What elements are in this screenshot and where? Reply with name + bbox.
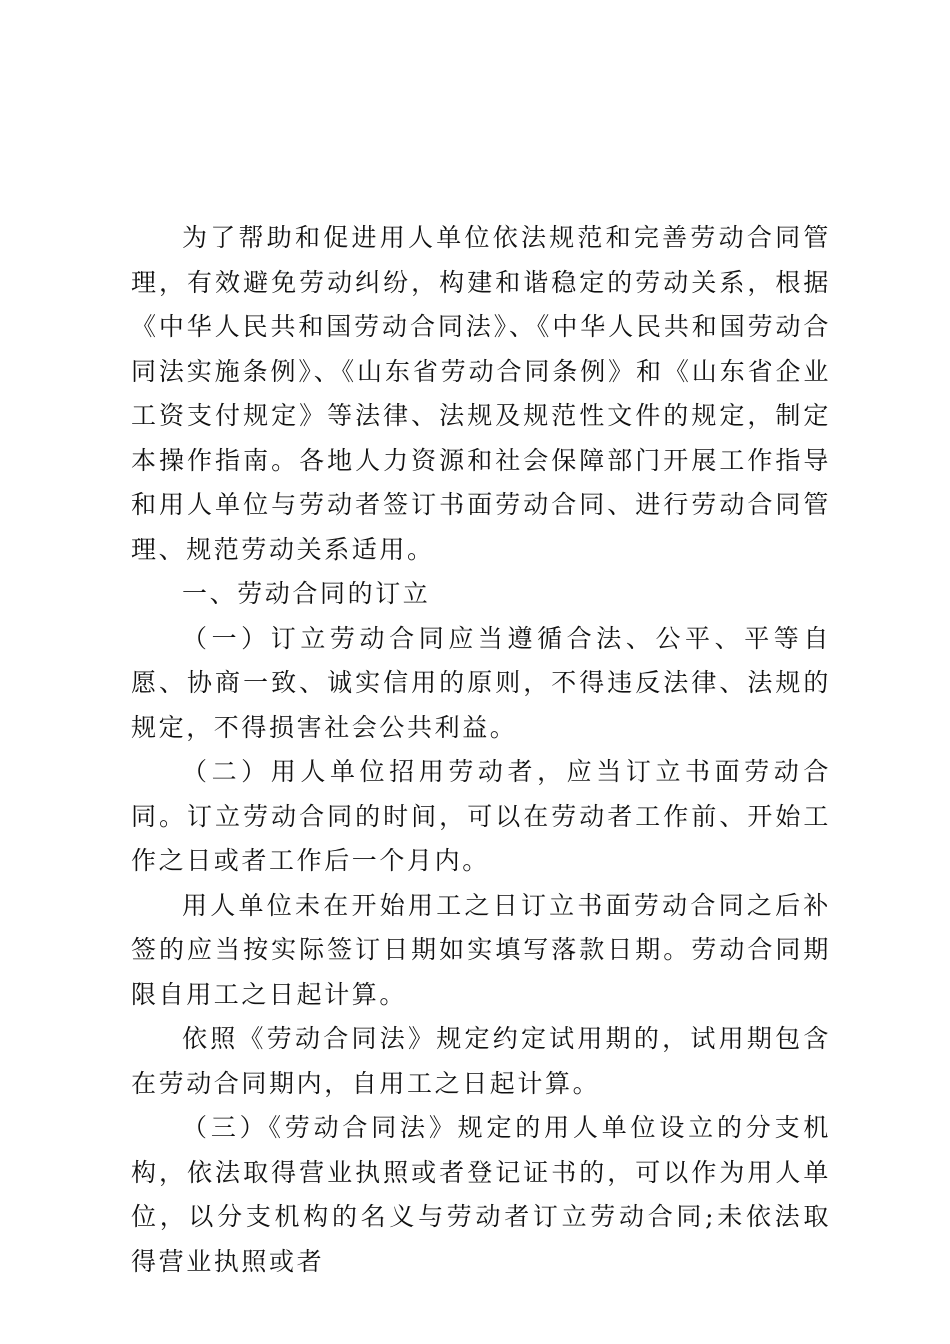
document-body [131,216,831,1284]
section-heading: 一、劳动合同的订立 [182,579,431,608]
paragraph-4: 依照《劳动合同法》规定约定试用期的，试用期包含在劳动合同期内，自用工之日起计算。 [131,1024,831,1098]
paragraph-2: （二）用人单位招用劳动者，应当订立书面劳动合同。订立劳动合同的时间，可以在劳动者工作前、开始工作之日或者工作后一个月内。 [131,757,831,875]
paragraph-1: （一）订立劳动合同应当遵循合法、公平、平等自愿、协商一致、诚实信用的原则，不得违反法律、法规的规定，不得损害社会公共利益。 [131,623,831,742]
intro-paragraph: 为了帮助和促进用人单位依法规范和完善劳动合同管理，有效避免劳动纠纷，构建和谐稳定的劳动关系，根据《中华人民共和国劳动合同法》、《中华人民共和国劳动合同法实施条例》、《山东省劳动合同条例》和《山东省企业工资支付规定》等法律、法规及规范性文件的规定，制定本操作指南。各地人力资源和社会保障部门开展工作指导和用人单位与劳动者签订书面劳动合同、进行劳动合同管理、规范劳动关系适用。 [131,223,831,564]
paragraph-5: （三）《劳动合同法》规定的用人单位设立的分支机构，依法取得营业执照或者登记证书的，可以作为用人单位，以分支机构的名义与劳动者订立劳动合同;未依法取得营业执照或者 [131,1113,831,1276]
paragraph-3: 用人单位未在开始用工之日订立书面劳动合同之后补签的应当按实际签订日期如实填写落款日期。劳动合同期限自用工之日起计算。 [131,890,831,1009]
